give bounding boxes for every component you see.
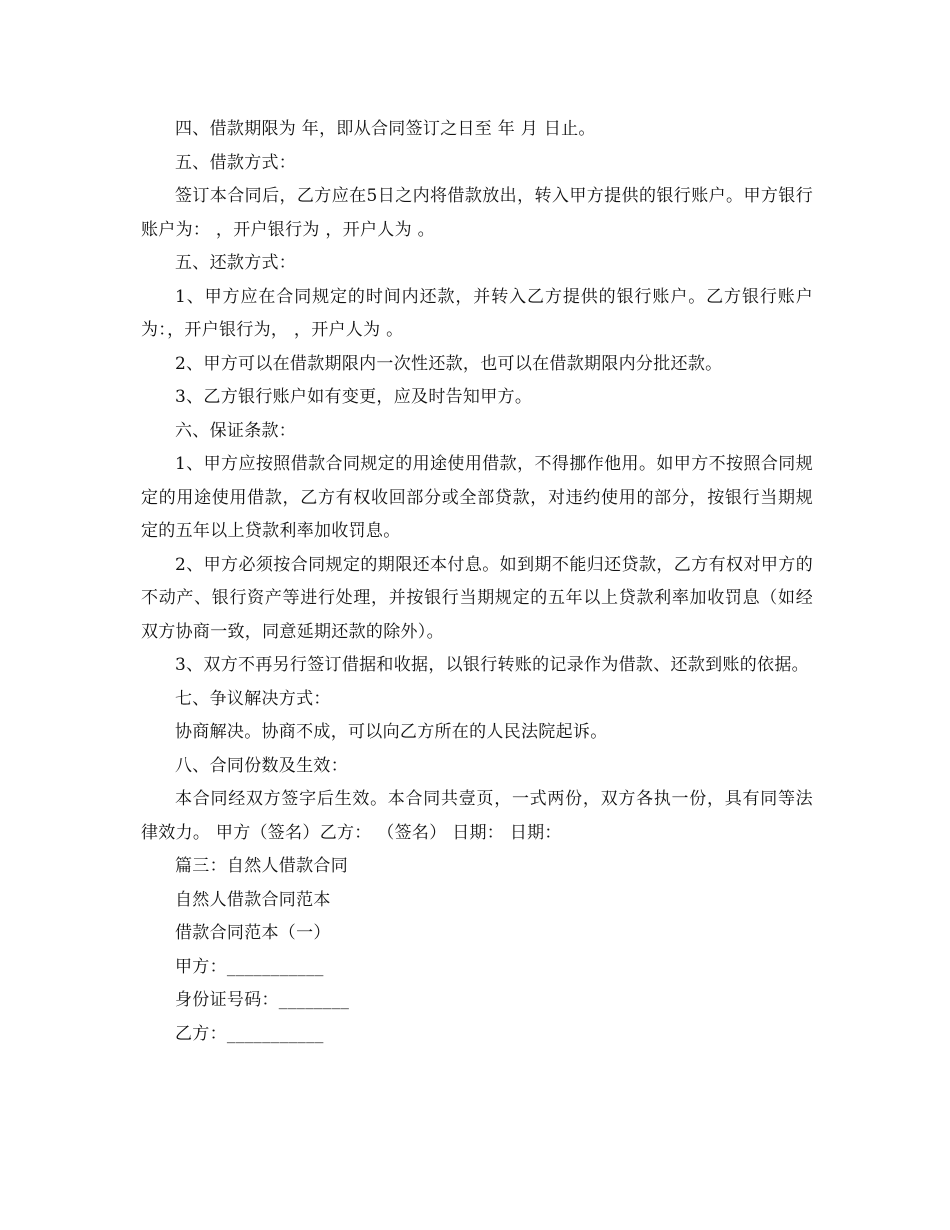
paragraph-repayment-3: 3、乙方银行账户如有变更，应及时告知甲方。 — [175, 387, 533, 407]
paragraph-guarantee-3: 3、双方不再另行签订借据和收据，以银行转账的记录作为借款、还款到账的依据。 — [175, 655, 809, 675]
heading-loan-method: 五、借款方式： — [175, 152, 297, 173]
paragraph-loan-term: 四、借款期限为 年，即从合同签订之日至 年 月 日止。 — [175, 119, 596, 139]
heading-copies-effect: 八、合同份数及生效： — [175, 755, 348, 776]
paragraph-dispute-resolution: 协商解决。协商不成，可以向乙方所在的人民法院起诉。 — [175, 722, 608, 742]
section-title-part-three: 篇三：自然人借款合同 — [175, 856, 348, 876]
document-body — [141, 113, 813, 1051]
paragraph-repayment-2: 2、甲方可以在借款期限内一次性还款，也可以在借款期限内分批还款。 — [175, 353, 723, 374]
party-a-line: 甲方：___________ — [175, 956, 324, 977]
heading-repayment-method: 五、还款方式： — [175, 253, 297, 273]
paragraph-guarantee-1: 1、甲方应按照借款合同规定的用途使用借款，不得挪作他用。如甲方不按照合同规定的用途使用借款，乙方有权收回部分或全部贷款，对违约使用的部分，按银行当期规定的五年以上贷款利率加收罚息。 — [141, 454, 813, 541]
template-subtitle: 借款合同范本（一） — [175, 923, 331, 943]
heading-guarantee-terms: 六、保证条款： — [175, 420, 297, 441]
id-number-line: 身份证号码：________ — [175, 990, 350, 1010]
paragraph-repayment-1: 1、甲方应在合同规定的时间内还款，并转入乙方提供的银行账户。乙方银行账户为：，开户银行为， ，开户人为 。 — [141, 286, 813, 340]
paragraph-copies-effect: 本合同经双方签字后生效。本合同共壹页，一式两份，双方各执一份，具有同等法律效力。 甲方（签名）乙方： （签名） 日期： 日期： — [141, 789, 813, 843]
paragraph-loan-method: 签订本合同后，乙方应在5日之内将借款放出，转入甲方提供的银行账户。甲方银行账户为： ，开户银行为 ，开户人为 。 — [141, 186, 813, 240]
party-b-line: 乙方：___________ — [175, 1023, 324, 1044]
template-title: 自然人借款合同范本 — [175, 889, 331, 910]
paragraph-guarantee-2: 2、甲方必须按合同规定的期限还本付息。如到期不能归还贷款，乙方有权对甲方的不动产、银行资产等进行处理，并按银行当期规定的五年以上贷款利率加收罚息（如经双方协商一致，同意延期还款的除外）。 — [141, 554, 813, 642]
heading-dispute-resolution: 七、争议解决方式： — [175, 688, 331, 709]
